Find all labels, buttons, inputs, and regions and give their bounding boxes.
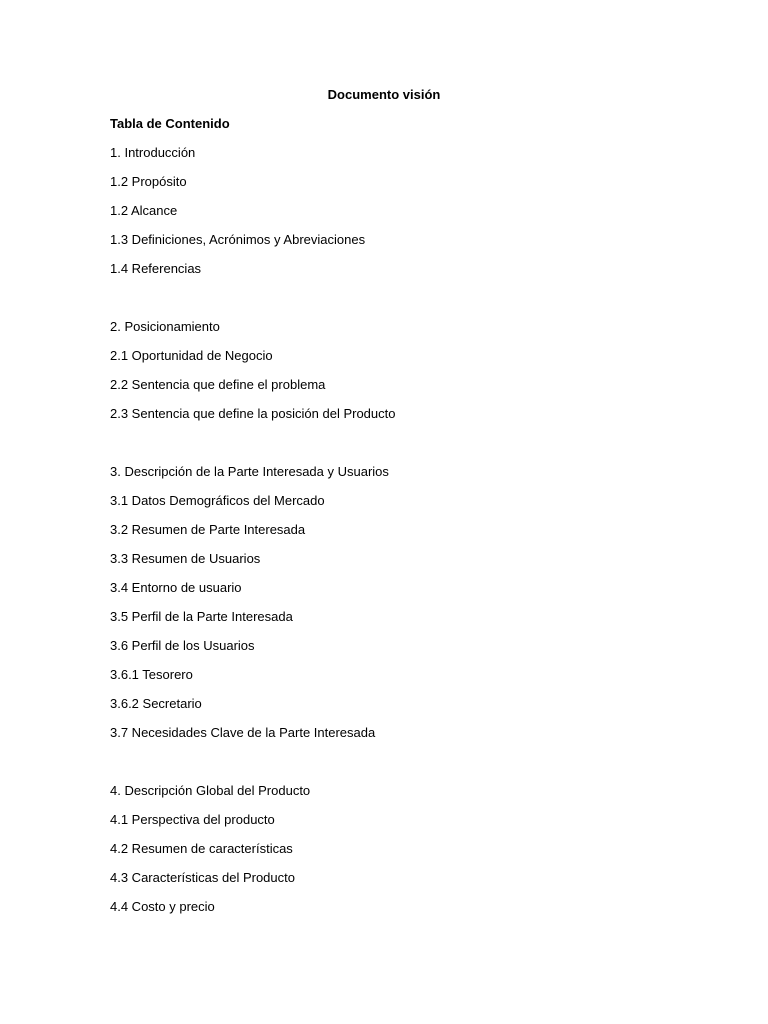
toc-entry: 4. Descripción Global del Producto xyxy=(110,783,311,798)
toc-entry: 4.1 Perspectiva del producto xyxy=(110,812,275,827)
document-title: Documento visión xyxy=(327,87,441,102)
toc-entry: 1. Introducción xyxy=(110,145,196,160)
toc-entry: 1.3 Definiciones, Acrónimos y Abreviaciones xyxy=(110,232,366,247)
toc-entry: 2. Posicionamiento xyxy=(110,319,220,334)
toc-entry: 1.2 Alcance xyxy=(110,203,178,218)
toc-entry: 1.2 Propósito xyxy=(110,174,187,189)
toc-entry: 2.2 Sentencia que define el problema xyxy=(110,377,326,392)
toc-entry: 3.3 Resumen de Usuarios xyxy=(110,551,261,566)
toc-entry: 3.4 Entorno de usuario xyxy=(110,580,242,595)
toc-entry: 3.6.2 Secretario xyxy=(110,696,202,711)
toc-entry: 4.4 Costo y precio xyxy=(110,899,215,914)
toc-entry: 4.3 Características del Producto xyxy=(110,870,295,885)
toc-entry: 3.2 Resumen de Parte Interesada xyxy=(110,522,306,537)
toc-entry: 3.6.1 Tesorero xyxy=(110,667,193,682)
toc-entry: 3.7 Necesidades Clave de la Parte Interesada xyxy=(110,725,376,740)
toc-entry: 3. Descripción de la Parte Interesada y Usuarios xyxy=(110,464,389,479)
toc-heading: Tabla de Contenido xyxy=(110,116,230,131)
toc-entry: 2.1 Oportunidad de Negocio xyxy=(110,348,273,363)
toc-entry: 3.6 Perfil de los Usuarios xyxy=(110,638,255,653)
toc-entry: 2.3 Sentencia que define la posición del Producto xyxy=(110,406,396,421)
toc-entry: 4.2 Resumen de características xyxy=(110,841,293,856)
toc-entry: 1.4 Referencias xyxy=(110,261,202,276)
toc-entry: 3.5 Perfil de la Parte Interesada xyxy=(110,609,293,624)
toc-entry: 3.1 Datos Demográficos del Mercado xyxy=(110,493,325,508)
